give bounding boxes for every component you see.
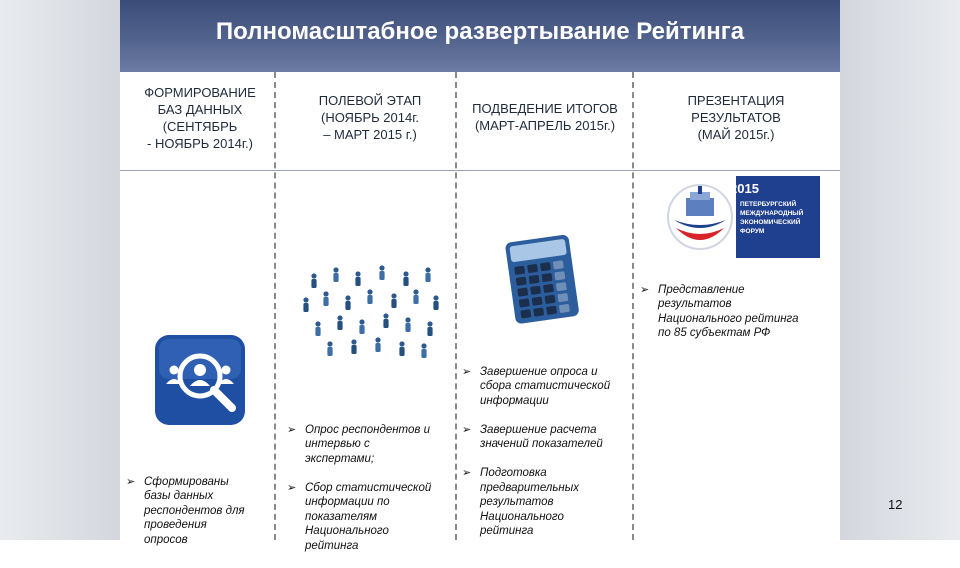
header-divider — [120, 170, 840, 171]
calculator-key — [533, 307, 544, 316]
column-divider-2 — [455, 72, 457, 540]
arrow-bullet-icon: ➢ — [462, 423, 472, 436]
arrow-bullet-icon: ➢ — [287, 481, 297, 494]
calculator-key — [540, 262, 551, 271]
person-figure — [327, 341, 332, 356]
bullet-text: Завершение расчета значений показателей — [480, 423, 603, 450]
column-heading-results-summary: ПОДВЕДЕНИЕ ИТОГОВ (МАРТ-АПРЕЛЬ 2015г.) — [472, 101, 618, 133]
person-figure — [405, 317, 410, 332]
person-figure — [399, 341, 404, 356]
magnifier-people-icon — [154, 334, 246, 426]
calculator-key — [559, 304, 570, 313]
list-item — [287, 481, 455, 554]
list-item — [462, 423, 632, 452]
column-heading-field-stage: ПОЛЕВОЙ ЭТАП (НОЯБРЬ 2014г. – МАРТ 2015 г.) — [318, 93, 422, 142]
person-figure — [333, 267, 338, 282]
bullet-text: Сбор статистической информации по показателям Национального рейтинга — [305, 481, 432, 552]
person-figure — [383, 313, 388, 328]
person-figure — [427, 321, 432, 336]
calculator-key — [541, 273, 552, 282]
person-figure — [359, 319, 364, 334]
bullet-text: Сформированы базы данных респондентов для проведения опросов — [144, 475, 245, 546]
column-divider-1 — [274, 72, 276, 540]
page-number: 12 — [888, 497, 903, 512]
person-figure — [337, 315, 342, 330]
calculator-key — [519, 298, 530, 307]
calculator-key — [545, 295, 556, 304]
person-figure — [375, 337, 380, 352]
calculator-key — [529, 275, 540, 284]
calculator-key — [530, 286, 541, 295]
person-figure — [425, 267, 430, 282]
bullet-text: Подготовка предварительных результатов Национального рейтинга — [480, 467, 579, 537]
calculator-icon — [500, 232, 588, 324]
arrow-bullet-icon: ➢ — [640, 283, 650, 296]
slide-title: Полномасштабное развертывание Рейтинга — [215, 18, 745, 45]
person-figure — [323, 291, 328, 306]
calculator-key — [532, 297, 543, 306]
left-margin-panel — [0, 0, 120, 540]
list-item — [287, 423, 455, 467]
results-bullets — [462, 350, 632, 553]
person-figure — [303, 297, 308, 312]
person-figure — [351, 339, 356, 354]
person-figure — [355, 271, 360, 286]
person-figure — [403, 271, 408, 286]
person-figure — [433, 295, 438, 310]
spief-emblem — [666, 176, 734, 258]
spief-name: ПЕТЕРБУРГСКИЙ МЕЖДУНАРОДНЫЙ ЭКОНОМИЧЕСКИЙ ФОРУМ — [740, 201, 804, 235]
column-heading-presentation: ПРЕЗЕНТАЦИЯ РЕЗУЛЬТАТОВ (МАЙ 2015г.) — [687, 93, 785, 142]
arrow-bullet-icon: ➢ — [126, 475, 136, 488]
column-divider-3 — [632, 72, 634, 540]
person-figure — [379, 265, 384, 280]
title-bar — [120, 0, 840, 72]
calculator-key — [527, 264, 538, 273]
column-heading-databases: ФОРМИРОВАНИЕ БАЗ ДАННЫХ (СЕНТЯБРЬ - НОЯБРЬ 2014г.) — [144, 85, 256, 151]
calculator-key — [517, 287, 528, 296]
person-figure — [391, 293, 396, 308]
person-figure — [413, 289, 418, 304]
calculator-key — [514, 266, 525, 275]
list-item — [462, 466, 632, 539]
list-item — [462, 365, 632, 409]
presentation-bullets — [640, 268, 825, 355]
calculator-key — [520, 309, 531, 318]
arrow-bullet-icon: ➢ — [462, 467, 472, 479]
person-figure — [311, 273, 316, 288]
arrow-bullet-icon: ➢ — [287, 423, 297, 436]
person-figure — [315, 321, 320, 336]
person-figure — [421, 343, 426, 358]
spief-year: 2015 — [730, 181, 759, 196]
databases-bullets — [126, 460, 272, 562]
list-item — [640, 283, 825, 341]
calculator-key — [516, 277, 527, 286]
spief-blue-panel — [730, 176, 820, 258]
person-figure — [367, 289, 372, 304]
people-crowd-icon — [296, 262, 446, 362]
calculator-key — [554, 271, 565, 280]
spief-logo — [666, 176, 820, 258]
calculator-key — [553, 260, 564, 269]
bullet-text: Представление результатов Национального рейтинга по 85 субъектам РФ — [658, 283, 799, 339]
calculator-key — [556, 282, 567, 291]
bullet-text: Опрос респондентов и интервью с экспертами; — [305, 423, 430, 465]
arrow-bullet-icon: ➢ — [462, 365, 472, 378]
bullet-text: Завершение опроса и сбора статистической информации — [480, 365, 611, 407]
calculator-key — [546, 306, 557, 315]
calculator-key — [543, 284, 554, 293]
person-figure — [345, 295, 350, 310]
list-item — [126, 475, 272, 548]
calculator-key — [557, 293, 568, 302]
right-margin-panel — [840, 0, 960, 540]
field-stage-bullets — [287, 408, 455, 568]
